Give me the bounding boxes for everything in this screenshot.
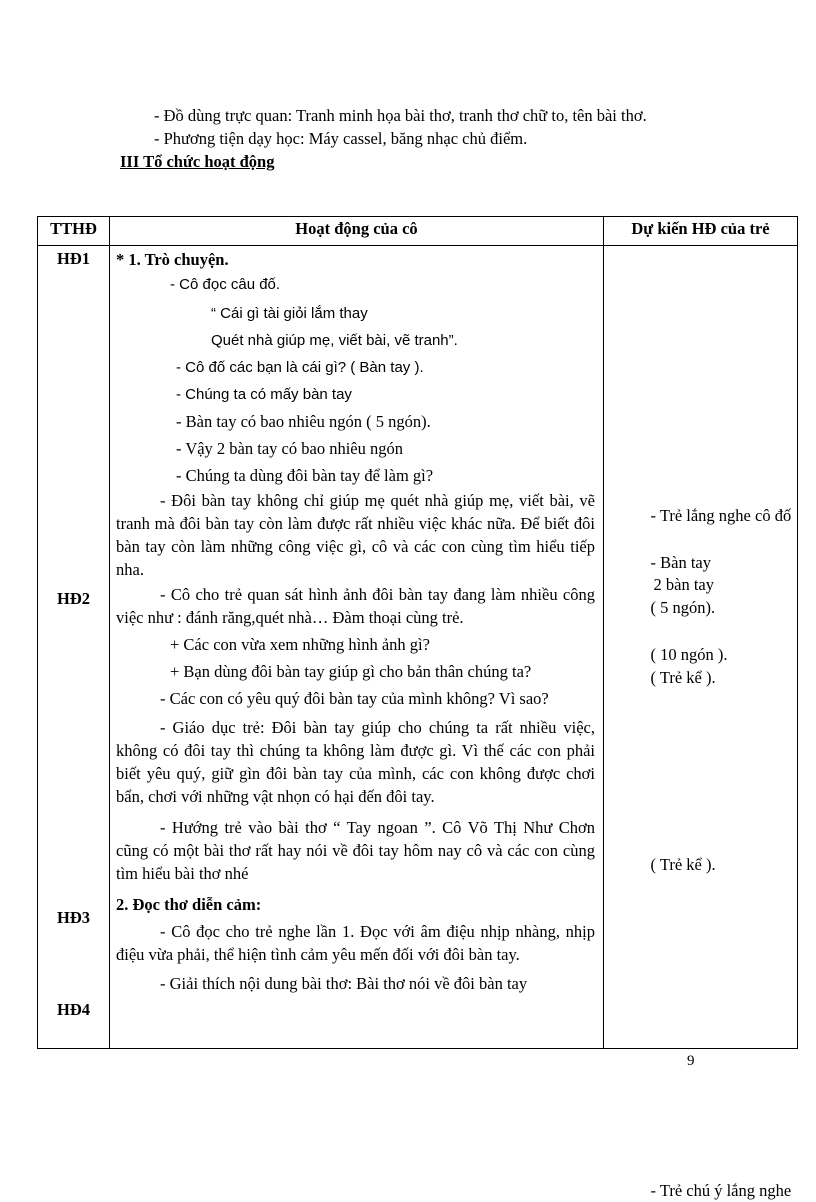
- teacher-paragraph: - Các con có yêu quý đôi bàn tay của mình không? Vì sao?: [116, 687, 595, 710]
- stage-column: [38, 246, 110, 1049]
- table-header-row: [38, 217, 798, 246]
- child-response: ( Trẻ kể ).: [651, 667, 816, 689]
- teacher-paragraph: - Giáo dục trẻ: Đôi bàn tay giúp cho chúng ta rất nhiều việc, không có đôi tay thì chúng ta không làm được gì. Vì thế các con phải biết yêu quý, giữ gìn đôi bàn tay của mình, các con không được chơi bẩn, chơi với những vật nhọn có hại đến đôi tay.: [116, 716, 595, 808]
- teacher-line: - Cô đọc câu đố.: [116, 273, 595, 296]
- child-response: - Trẻ chú ý lắng nghe: [651, 1180, 816, 1202]
- intro-equipment: - Phương tiện dạy học: Máy cassel, băng nhạc chủ điểm.: [120, 127, 700, 150]
- child-response: - Trẻ lắng nghe cô đố: [651, 505, 816, 527]
- children-activities-cell: [604, 246, 798, 1049]
- riddle-line-2: Quét nhà giúp mẹ, viết bài, vẽ tranh”.: [116, 329, 595, 352]
- child-response: 2 bàn tay: [651, 574, 816, 596]
- child-response: ( Trẻ kể ).: [651, 854, 816, 876]
- page-number: 9: [687, 1053, 695, 1070]
- child-response: ( 5 ngón).: [651, 597, 816, 619]
- riddle-line-1: “ Cái gì tài giỏi lắm thay: [116, 302, 595, 325]
- stage-label-hd4: HĐ4: [38, 1000, 109, 1020]
- teacher-line: - Chúng ta có mấy bàn tay: [116, 383, 595, 406]
- teacher-line: - Vậy 2 bàn tay có bao nhiêu ngón: [116, 437, 595, 460]
- section-heading: III Tổ chức hoạt động: [120, 150, 700, 173]
- child-response: ( 10 ngón ).: [651, 644, 816, 666]
- teacher-subquestion: + Các con vừa xem những hình ảnh gì?: [116, 633, 595, 656]
- child-response: - Bàn tay: [651, 552, 816, 574]
- activity-table: [37, 216, 798, 1049]
- header-children: Dự kiến HĐ của trẻ: [604, 217, 798, 246]
- stage-label-hd3: HĐ3: [38, 908, 109, 928]
- teacher-paragraph: - Cô cho trẻ quan sát hình ảnh đôi bàn tay đang làm nhiều công việc như : đánh răng,quét nhà… Đàm thoại cùng trẻ.: [116, 583, 595, 629]
- teacher-line: - Bàn tay có bao nhiêu ngón ( 5 ngón).: [116, 410, 595, 433]
- teacher-line: - Chúng ta dùng đôi bàn tay để làm gì?: [116, 464, 595, 487]
- activity-heading-1: * 1. Trò chuyện.: [116, 248, 595, 271]
- teacher-paragraph: - Đôi bàn tay không chỉ giúp mẹ quét nhà giúp mẹ, viết bài, vẽ tranh mà đôi bàn tay còn làm được rất nhiều việc khác nữa. Để biết đôi bàn tay còn làm những công việc gì, cô và các con cùng tìm hiểu tiếp nha.: [116, 489, 595, 581]
- intro-block: [120, 104, 700, 173]
- teacher-activities-cell: [110, 246, 604, 1049]
- teacher-paragraph: - Giải thích nội dung bài thơ: Bài thơ nói về đôi bàn tay: [116, 972, 595, 995]
- header-stage: TTHĐ: [38, 217, 110, 246]
- teacher-paragraph: - Cô đọc cho trẻ nghe lần 1. Đọc với âm điệu nhịp nhàng, nhịp điệu vừa phải, thể hiện tình cảm yêu mến đối với đôi bàn tay.: [116, 920, 595, 966]
- teacher-paragraph: - Hướng trẻ vào bài thơ “ Tay ngoan ”. Cô Võ Thị Như Chơn cũng có một bài thơ rất hay nói về đôi tay hôm nay cô và các con cùng tìm hiểu bài thơ nhé: [116, 816, 595, 885]
- teacher-activities: [116, 248, 595, 995]
- stage-label-hd1: HĐ1: [38, 249, 109, 269]
- table-row: [38, 246, 798, 1049]
- teacher-subquestion: + Bạn dùng đôi bàn tay giúp gì cho bản thân chúng ta?: [116, 660, 595, 683]
- teacher-line: - Cô đố các bạn là cái gì? ( Bàn tay ).: [116, 356, 595, 379]
- header-teacher: Hoạt động của cô: [110, 217, 604, 246]
- activity-heading-2: 2. Đọc thơ diễn cảm:: [116, 893, 595, 916]
- intro-materials: - Đồ dùng trực quan: Tranh minh họa bài thơ, tranh thơ chữ to, tên bài thơ.: [120, 104, 700, 127]
- stage-label-hd2: HĐ2: [38, 589, 109, 609]
